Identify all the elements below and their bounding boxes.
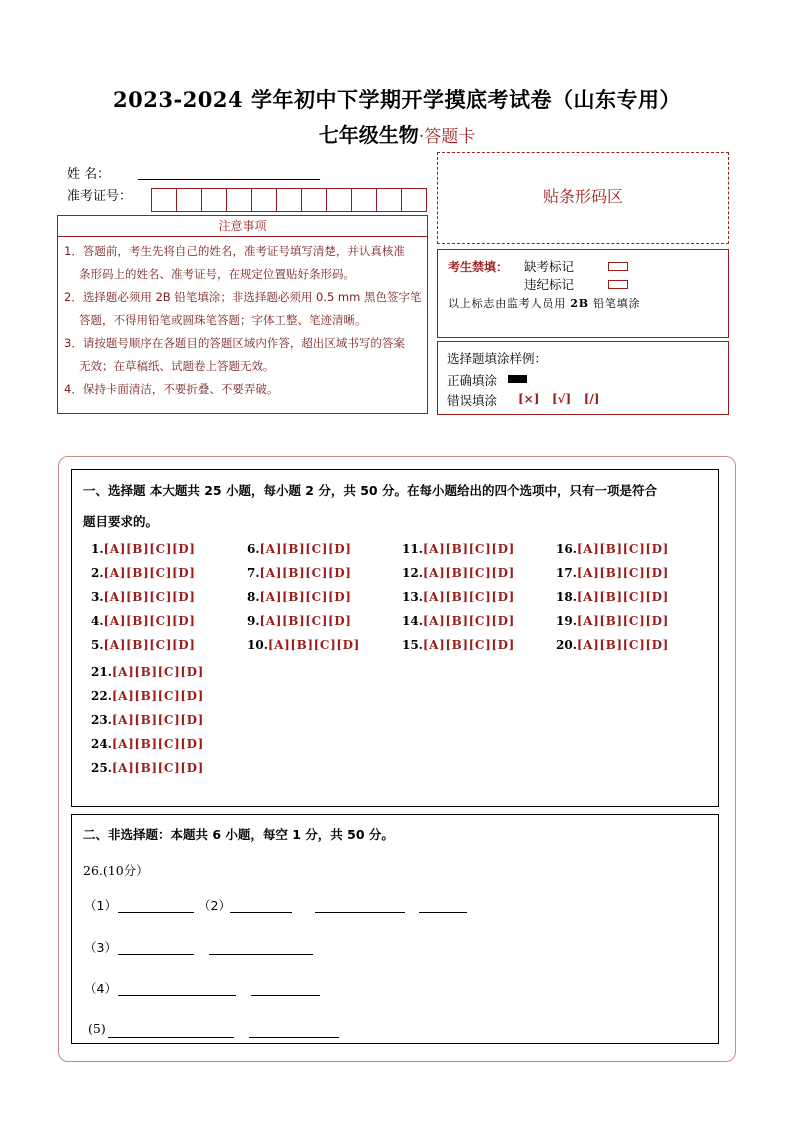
- choice-question: [91, 737, 204, 751]
- exam-id-digit-box[interactable]: [201, 188, 227, 212]
- answer-options[interactable]: [A][B][C][D]: [111, 665, 204, 679]
- answer-options[interactable]: [A][B][C][D]: [103, 590, 196, 604]
- question-number: 19.: [556, 614, 577, 628]
- question-number: 24.: [91, 737, 112, 751]
- exam-id-label: 准考证号：: [67, 189, 133, 204]
- notice-item: 3．请按题号顺序在各题目的答题区域内作答，超出区域书写的答案 无效；在草稿纸、试题卷上答题无效。: [64, 336, 405, 373]
- exam-id-digit-box[interactable]: [226, 188, 252, 212]
- exam-id-digit-box[interactable]: [276, 188, 302, 212]
- choice-question: [556, 614, 669, 628]
- question-number: 20.: [556, 638, 577, 652]
- answer-options[interactable]: [A][B][C][D]: [267, 638, 360, 652]
- answer-blank[interactable]: [251, 994, 320, 996]
- violation-mark-box[interactable]: [608, 280, 628, 289]
- correct-fill-label: 正确填涂: [447, 373, 498, 388]
- notice-item: 4．保持卡面清洁，不要折叠、不要弄破。: [64, 382, 279, 396]
- fill-sample-title: 选择题填涂样例：: [447, 351, 548, 366]
- choice-question: [402, 542, 515, 556]
- notice-item: 2．选择题必须用 2B 铅笔填涂；非选择题必须用 0.5 mm 黑色签字笔 答题，不得用铅笔或圆珠笔答题；字体工整、笔迹清晰。: [64, 290, 422, 327]
- answer-card-label: 答题卡: [424, 127, 476, 147]
- part-5-label: (5): [88, 1021, 106, 1036]
- absent-mark-box[interactable]: [608, 262, 628, 271]
- answer-options[interactable]: [A][B][C][D]: [576, 542, 669, 556]
- choice-question: [556, 638, 669, 652]
- exam-id-boxes[interactable]: [152, 188, 427, 212]
- choice-question: [91, 542, 196, 556]
- answer-options[interactable]: [A][B][C][D]: [103, 566, 196, 580]
- choice-question: [91, 614, 196, 628]
- choice-question: [556, 566, 669, 580]
- answer-options[interactable]: [A][B][C][D]: [422, 542, 515, 556]
- answer-options[interactable]: [A][B][C][D]: [422, 638, 515, 652]
- exam-id-digit-box[interactable]: [301, 188, 327, 212]
- title-separator: ·: [418, 127, 425, 147]
- barcode-area: [437, 152, 729, 244]
- answer-blank[interactable]: [315, 911, 405, 913]
- answer-options[interactable]: [A][B][C][D]: [111, 761, 204, 775]
- name-label: 姓 名：: [67, 167, 111, 182]
- question-number: 16.: [556, 542, 577, 556]
- answer-blank[interactable]: [118, 994, 236, 996]
- choice-question: [556, 542, 669, 556]
- examiner-note: 以上标志由监考人员用 2B 铅笔填涂: [448, 297, 641, 310]
- question-number: 2.: [91, 566, 104, 580]
- answer-blank[interactable]: [118, 911, 194, 913]
- question-number: 23.: [91, 713, 112, 727]
- part-2-label: （2）: [198, 898, 231, 913]
- question-number: 11.: [402, 542, 423, 556]
- non-choice-section: [71, 814, 719, 1044]
- exam-id-digit-box[interactable]: [151, 188, 177, 212]
- part-3-label: （3）: [84, 940, 117, 955]
- exam-id-digit-box[interactable]: [376, 188, 402, 212]
- answer-options[interactable]: [A][B][C][D]: [111, 737, 204, 751]
- choice-question: [402, 566, 515, 580]
- barcode-label: 贴条形码区: [542, 187, 623, 206]
- answer-options[interactable]: [A][B][C][D]: [259, 566, 352, 580]
- answer-blank[interactable]: [230, 911, 292, 913]
- answer-options[interactable]: [A][B][C][D]: [576, 590, 669, 604]
- question-number: 12.: [402, 566, 423, 580]
- question-number: 18.: [556, 590, 577, 604]
- wrong-fill-label: 错误填涂: [447, 393, 498, 408]
- non-choice-section-title: 二、非选择题：本题共 6 小题，每空 1 分，共 50 分。: [83, 827, 394, 842]
- answer-options[interactable]: [A][B][C][D]: [103, 614, 196, 628]
- choice-question: [247, 614, 352, 628]
- answer-options[interactable]: [A][B][C][D]: [422, 614, 515, 628]
- answer-options[interactable]: [A][B][C][D]: [576, 638, 669, 652]
- question-number: 6.: [247, 542, 260, 556]
- fill-sample-box: [437, 341, 729, 415]
- answer-blank[interactable]: [419, 911, 467, 913]
- examiner-only-label: 考生禁填：: [448, 260, 509, 274]
- choice-question: [402, 638, 515, 652]
- choice-section: [71, 469, 719, 807]
- question-number: 1.: [91, 542, 104, 556]
- answer-options[interactable]: [A][B][C][D]: [259, 590, 352, 604]
- examiner-only-box: [437, 249, 729, 338]
- question-number: 17.: [556, 566, 577, 580]
- part-4-label: （4）: [84, 981, 117, 996]
- question-number: 14.: [402, 614, 423, 628]
- choice-question: [247, 590, 352, 604]
- choice-question: [91, 665, 204, 679]
- answer-options[interactable]: [A][B][C][D]: [576, 614, 669, 628]
- question-26-label: 26.(10分）: [83, 863, 149, 878]
- notice-item: 1．答题前，考生先将自己的姓名，准考证号填写清楚，并认真核准 条形码上的姓名、准考证号，在规定位置贴好条形码。: [64, 244, 405, 281]
- choice-question: [91, 638, 196, 652]
- answer-blank[interactable]: [249, 1036, 339, 1038]
- question-number: 7.: [247, 566, 260, 580]
- answer-blank[interactable]: [209, 953, 313, 955]
- subject-title: 七年级生物: [318, 123, 419, 147]
- question-number: 15.: [402, 638, 423, 652]
- question-number: 21.: [91, 665, 112, 679]
- choice-question: [91, 713, 204, 727]
- notice-box: [57, 215, 428, 414]
- choice-question: [556, 590, 669, 604]
- answer-blank[interactable]: [118, 953, 194, 955]
- question-number: 25.: [91, 761, 112, 775]
- part-1-label: （1）: [84, 898, 117, 913]
- violation-mark-label: 违纪标记: [524, 277, 575, 292]
- name-field[interactable]: [138, 163, 320, 180]
- answer-blank[interactable]: [108, 1036, 234, 1038]
- question-number: 5.: [91, 638, 104, 652]
- choice-question: [91, 566, 196, 580]
- notice-heading: 注意事项: [58, 216, 427, 237]
- answer-options[interactable]: [A][B][C][D]: [422, 566, 515, 580]
- choice-question: [247, 542, 352, 556]
- answer-options[interactable]: [A][B][C][D]: [259, 542, 352, 556]
- exam-id-digit-box[interactable]: [176, 188, 202, 212]
- exam-id-digit-box[interactable]: [326, 188, 352, 212]
- question-number: 13.: [402, 590, 423, 604]
- question-number: 9.: [247, 614, 260, 628]
- question-number: 8.: [247, 590, 260, 604]
- choice-question: [91, 689, 204, 703]
- choice-section-title: 一、选择题 本大题共 25 小题，每小题 2 分，共 50 分。在每小题给出的四个选项中，只有一项是符合: [83, 483, 657, 498]
- choice-question: [91, 590, 196, 604]
- choice-question: [402, 614, 515, 628]
- absent-mark-label: 缺考标记: [524, 259, 575, 274]
- question-number: 22.: [91, 689, 112, 703]
- answer-options[interactable]: [A][B][C][D]: [103, 542, 196, 556]
- exam-title: 2023-2024 学年初中下学期开学摸底考试卷（山东专用）: [113, 87, 681, 112]
- question-number: 10.: [247, 638, 268, 652]
- question-number: 3.: [91, 590, 104, 604]
- answer-options[interactable]: [A][B][C][D]: [103, 638, 196, 652]
- answer-options[interactable]: [A][B][C][D]: [111, 713, 204, 727]
- answer-card-title: [0, 119, 794, 148]
- exam-id-digit-box[interactable]: [401, 188, 427, 212]
- choice-section-title-cont: 题目要求的。: [83, 514, 159, 529]
- choice-question: [402, 590, 515, 604]
- answer-options[interactable]: [A][B][C][D]: [422, 590, 515, 604]
- exam-id-digit-box[interactable]: [251, 188, 277, 212]
- answer-options[interactable]: [A][B][C][D]: [259, 614, 352, 628]
- wrong-fill-examples: [×] [√] [/]: [518, 392, 600, 406]
- question-number: 4.: [91, 614, 104, 628]
- choice-question: [247, 638, 360, 652]
- answer-options[interactable]: [A][B][C][D]: [576, 566, 669, 580]
- choice-question: [91, 761, 204, 775]
- answer-options[interactable]: [A][B][C][D]: [111, 689, 204, 703]
- choice-question: [247, 566, 352, 580]
- correct-fill-example: [508, 375, 527, 383]
- exam-id-digit-box[interactable]: [351, 188, 377, 212]
